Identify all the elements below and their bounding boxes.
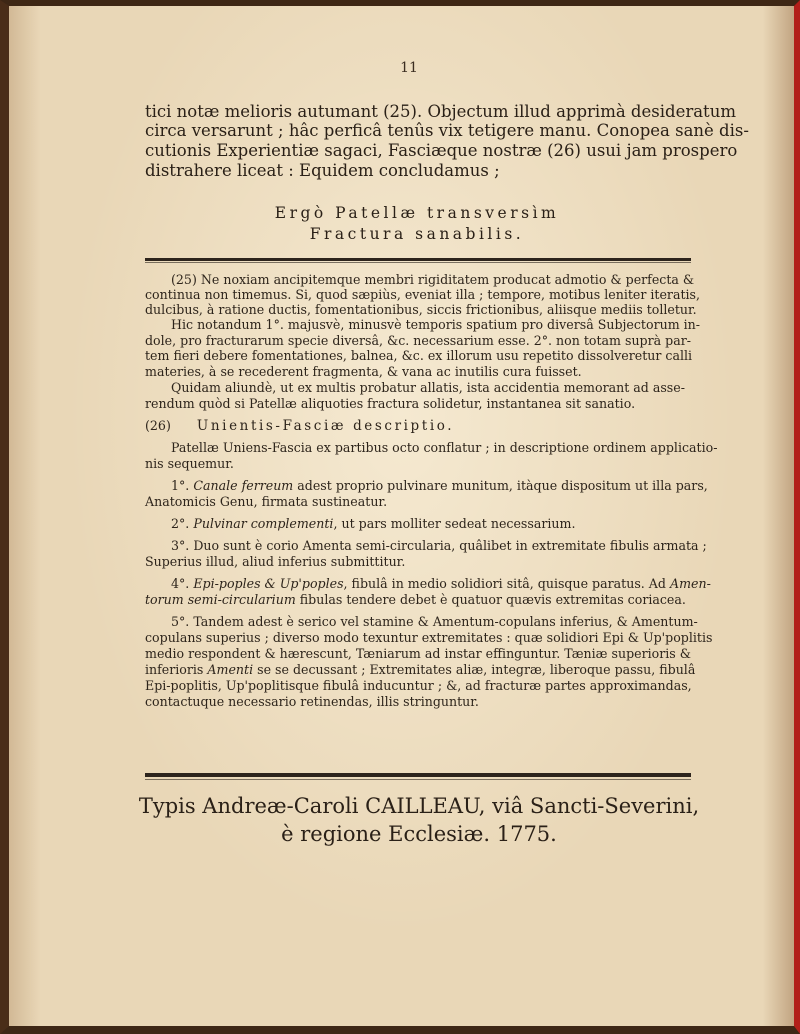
note-26-item: 2°. Pulvinar complementi, ut pars molliter sedeat necessarium. — [171, 516, 576, 531]
divider-rule-bottom-thin — [145, 779, 691, 780]
note-25-line: dole, pro fracturarum specie diversâ, &c. necessarium esse. 2°. non totam suprà par- — [145, 333, 691, 348]
note-26-heading — [145, 418, 691, 434]
note-26-item: 4°. Epi-poples & Up'poples, fibulâ in medio solidiori sitâ, quisque paratus. Ad Amen- — [171, 576, 711, 591]
note-25-line: dulcibus, à ratione ductis, fomentationibus, siccis frictionibus, aliisque mediis tolletur. — [145, 302, 697, 317]
note-25-line: materies, à se recederent fragmenta, & vana ac inutilis cura fuisset. — [145, 364, 582, 379]
note-26-item-cont: medio respondent & hærescunt, Tæniarum ad instar effinguntur. Tæniæ superioris & — [145, 646, 691, 661]
conclusion-line-1: Ergò Patellæ transversìm — [274, 204, 560, 222]
note-25-line: Quidam aliundè, ut ex multis probatur allatis, ista accidentia memorant ad asse- — [171, 380, 685, 395]
imprint-line-2: è regione Ecclesiæ. 1775. — [281, 822, 557, 846]
note-26-item: 5°. Tandem adest è serico vel stamine & Amentum-copulans inferius, & Amentum- — [171, 614, 698, 629]
note-26-line: nis sequemur. — [145, 456, 234, 471]
main-text-line: distrahere liceat : Equidem concludamus ; — [145, 161, 500, 180]
note-26-item: 1°. Canale ferreum adest proprio pulvinare munitum, itàque dispositum ut illa pars, — [171, 478, 708, 493]
note-25-line: continua non timemus. Si, quod sæpiùs, eveniat illa ; tempore, motibus leniter iteratis, — [145, 287, 701, 302]
note-26-item-cont: Epi-poplitis, Up'poplitisque fibulâ inducuntur ; &, ad fracturæ partes approximandas, — [145, 678, 692, 693]
note-26-number: (26) — [145, 418, 171, 433]
note-26-item-cont: copulans superius ; diverso modo texuntur extremitates : quæ solidiori Epi & Up'poplitis — [145, 630, 713, 645]
note-26-item-cont: inferioris Amenti se se decussant ; Extremitates aliæ, integræ, liberoque passu, fibulâ — [145, 662, 696, 677]
note-25-line: Hic notandum 1°. majusvè, minusvè temporis spatium pro diversâ Subjectorum in- — [171, 317, 701, 332]
divider-rule-top-thin — [145, 262, 691, 263]
divider-rule-bottom — [145, 773, 691, 777]
conclusion-line-2: Fractura sanabilis. — [309, 225, 525, 243]
note-26-item: 3°. Duo sunt è corio Amenta semi-circularia, quâlibet in extremitate fibulis armata ; — [171, 538, 707, 553]
note-25-line: tem fieri debere fomentationes, balnea, &c. ex illorum usu repetito dissolveretur calli — [145, 348, 693, 363]
main-text-line: cutionis Experientiæ sagaci, Fasciæque nostræ (26) usui jam prospero — [145, 141, 738, 160]
note-25-line: rendum quòd si Patellæ aliquoties fractura solidetur, instantanea sit sanatio. — [145, 396, 636, 411]
imprint-line-1: Typis Andreæ-Caroli CAILLEAU, viâ Sancti-Severini, — [138, 794, 700, 818]
main-text-line: tici notæ melioris autumant (25). Objectum illud apprimà desideratum — [145, 102, 736, 121]
page-number: 11 — [400, 60, 418, 76]
note-26-item-cont: contactuque necessario retinendas, illis stringuntur. — [145, 694, 479, 709]
note-25-line: (25) Ne noxiam ancipitemque membri rigiditatem producat admotio & perfecta & — [171, 272, 695, 287]
divider-rule-top — [145, 258, 691, 261]
note-26-item-cont: Superius illud, aliud inferius submittitur. — [145, 554, 406, 569]
note-26-item-cont: Anatomicis Genu, firmata sustineatur. — [145, 494, 388, 509]
main-text-line: circa versarunt ; hâc perficâ tenûs vix tetigere manu. Conopea sanè dis- — [145, 121, 749, 140]
note-26-title: Unientis-Fasciæ descriptio. — [196, 418, 455, 434]
note-26-line: Patellæ Uniens-Fascia ex partibus octo conflatur ; in descriptione ordinem applicatio- — [171, 440, 718, 455]
note-26-item-cont: torum semi-circularium fibulas tendere debet è quatuor quævis extremitas coriacea. — [145, 592, 686, 607]
